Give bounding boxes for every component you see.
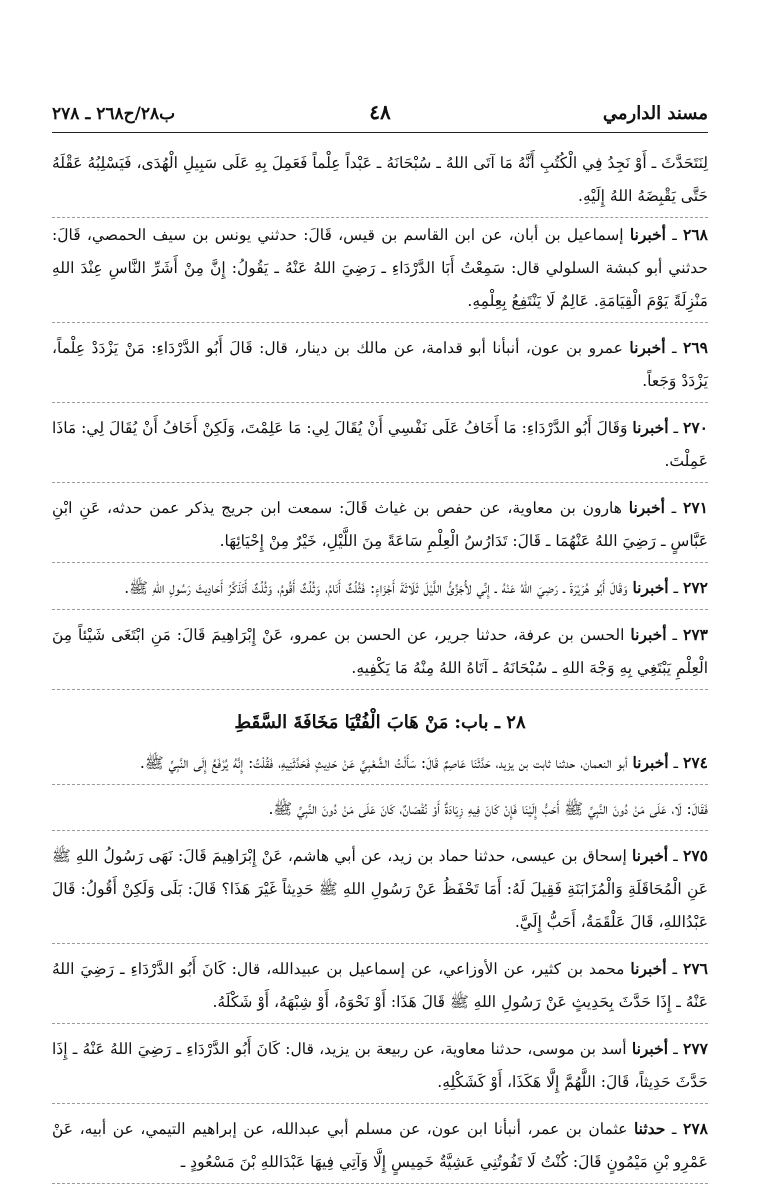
hadith-number: ٢٧٧ — [683, 1039, 709, 1058]
hadith-text: محمد بن كثير، عن الأوزاعي، عن إسماعيل بن عبيدالله، قال: كَانَ أَبُو الدَّرْدَاءِ ـ رَضِيَ اللهُ عَنْهُ ـ إِذَا حَدَّثَ بِحَدِيثٍ عَنْ رَسُولِ اللهِ ﷺ قَالَ هَذَا: أَوْ نَحْوَهُ، أَوْ شِبْهَهُ، أَوْ شَكْلَهُ. — [52, 960, 708, 1011]
hadith-text: أبو النعمان، حدثنا ثابت بن يزيد، حَدَّثَنَا عَاصِمٌ قَالَ: سَأَلْتُ الشَّعْبِيَّ عَنْ حَدِيثٍ فَحَدَّثَنِيهِ، فَقُلْتُ: إِنَّهُ يُرْفَعُ إِلَى النَّبِيِّ ﷺ. — [139, 754, 628, 772]
hadith-entry: ٢٧٨ ـ حدثنا عثمان بن عمر، أنبأنا ابن عون، عن مسلم أبي عبدالله، عن إبراهيم التيمي، عن أبيه، عَنْ عَمْرِو بْنِ مَيْمُونٍ قَالَ: كُنْتُ لَا تَفُوتُنِي عَشِيَّةُ خَمِيسٍ إِلَّا وَآتِي فِيهَا عَبْدَاللهِ بْنَ مَسْعُودٍ ـ — [52, 1112, 708, 1184]
page-number: ٤٨ — [369, 100, 391, 124]
opening-continuation: لِنَتَحَدَّثَ ـ أَوْ نَجِدُ فِي الْكُتُبِ أَنَّهُ مَا آتَى اللهُ ـ سُبْحَانَهُ ـ عَبْداً عِلْماً فَعَمِلَ بِهِ عَلَى سَبِيلِ الْهُدَى، فَيَسْلِبُهُ عَقْلَهُ حَتَّى يَقْبِضَهُ اللهُ إِلَيْهِ. — [52, 147, 708, 218]
hadith-number: ٢٧٣ — [683, 625, 708, 644]
hadith-number: ٢٦٨ — [683, 225, 708, 244]
hadith-intro: أخبرنا — [632, 753, 669, 772]
hadith-number: ٢٧٢ — [683, 578, 708, 597]
chapter-label: ٢٨ ـ باب: — [454, 712, 526, 733]
hadith-number: ٢٧٦ — [683, 959, 708, 978]
hadith-text: وَقَالَ أَبُو الدَّرْدَاءِ: مَا أَخَافُ عَلَى نَفْسِي أَنْ يُقَالَ لِي: مَا عَلِمْتَ، وَلَكِنْ أَخَافُ أَنْ يُقَالَ لِي: مَاذَا عَمِلْتَ. — [52, 419, 708, 470]
hadith-entry: ٢٦٨ ـ أخبرنا إسماعيل بن أبان، عن ابن القاسم بن قيس، قَالَ: حدثني يونس بن سيف الحمصي، قَالَ: حدثني أبو كبشة السلولي قال: سَمِعْتُ أَبَا الدَّرْدَاءِ ـ رَضِيَ اللهُ عَنْهُ ـ يَقُولُ: إِنَّ مِنْ أَشَرِّ النَّاسِ عِنْدَ اللهِ مَنْزِلَةً يَوْمَ الْقِيَامَةِ. عَالِمٌ لَا يَنْتَفِعُ بِعِلْمِهِ. — [52, 218, 708, 323]
hadith-entry: ٢٧٢ ـ أخبرنا وَقَالَ أَبُو هُرَيْرَةَ ـ رَضِيَ اللهُ عَنْهُ ـ إِنِّي لأُجَزِّئُ اللَّيْلَ ثَلَاثَةَ أَجْزَاءٍ: فَثُلُثٌ أَنَامُ، وَثُلُثٌ أَقُومُ، وَثُلُثٌ أَتَذَكَّرُ أَحَادِيثَ رَسُولِ اللهِ ﷺ. — [52, 571, 708, 610]
hadith-entry: ٢٧٤ ـ أخبرنا أبو النعمان، حدثنا ثابت بن يزيد، حَدَّثَنَا عَاصِمٌ قَالَ: سَأَلْتُ الشَّعْبِيَّ عَنْ حَدِيثٍ فَحَدَّثَنِيهِ، فَقُلْتُ: إِنَّهُ يُرْفَعُ إِلَى النَّبِيِّ ﷺ. — [52, 746, 708, 785]
hadith-intro: أخبرنا — [631, 846, 669, 865]
hadith-entry: ٢٧٣ ـ أخبرنا الحسن بن عرفة، حدثنا جرير، عن الحسن بن عمرو، عَنْ إِبْرَاهِيمَ قَالَ: مَنِ ابْتَغَى شَيْئاً مِنَ الْعِلْمِ يَبْتَغِي بِهِ وَجْهَ اللهِ ـ سُبْحَانَهُ ـ آتَاهُ اللهُ مِنْهُ مَا يَكْفِيهِ. — [52, 618, 708, 690]
hadith-intro: أخبرنا — [628, 498, 665, 517]
hadith-text: الحسن بن عرفة، حدثنا جرير، عن الحسن بن عمرو، عَنْ إِبْرَاهِيمَ قَالَ: مَنِ ابْتَغَى شَيْئاً مِنَ الْعِلْمِ يَبْتَغِي بِهِ وَجْهَ اللهِ ـ سُبْحَانَهُ ـ آتَاهُ اللهُ مِنْهُ مَا يَكْفِيهِ. — [52, 626, 708, 677]
hadith-intro: أخبرنا — [629, 225, 666, 244]
hadith-number: ٢٧٨ — [683, 1119, 708, 1138]
hadith-intro: أخبرنا — [632, 578, 669, 597]
book-title: مسند الدارمي — [602, 103, 708, 124]
hadith-intro: أخبرنا — [630, 959, 667, 978]
hadith-number: ٢٧١ — [683, 498, 708, 517]
hadith-text: إسحاق بن عيسى، حدثنا حماد بن زيد، عن أبي هاشم، عَنْ إِبْرَاهِيمَ قَالَ: نَهَى رَسُولُ اللهِ ﷺ عَنِ الْمُحَاقَلَةِ وَالْمُزَابَنَةِ فَقِيلَ لَهُ: أَمَا تَحْفَظُ عَنْ رَسُولِ اللهِ ﷺ حَدِيثاً غَيْرَ هَذَا؟ قَالَ: بَلَى وَلَكِنْ أَقُولُ: قَالَ عَبْدُاللهِ، قَالَ عَلْقَمَةُ، أَحَبُّ إِلَيَّ. — [52, 847, 708, 931]
entries-after-chapter — [52, 746, 708, 1184]
hadith-entry: ٢٧١ ـ أخبرنا هارون بن معاوية، عن حفص بن غياث قَالَ: سمعت ابن جريج يذكر عمن حدثه، عَنِ ابْنِ عَبَّاسٍ ـ رَضِيَ اللهُ عَنْهُمَا ـ قَالَ: تَدَارُسُ الْعِلْمِ سَاعَةً مِنَ اللَّيْلِ، خَيْرٌ مِنْ إِحْيَائِهَا. — [52, 491, 708, 563]
entries-before-chapter — [52, 218, 708, 690]
hadith-text: عثمان بن عمر، أنبأنا ابن عون، عن مسلم أبي عبدالله، عن إبراهيم التيمي، عن أبيه، عَنْ عَمْرِو بْنِ مَيْمُونٍ قَالَ: كُنْتُ لَا تَفُوتُنِي عَشِيَّةُ خَمِيسٍ إِلَّا وَآتِي فِيهَا عَبْدَاللهِ بْنَ مَسْعُودٍ ـ — [52, 1120, 708, 1171]
hadith-intro: أخبرنا — [631, 1039, 668, 1058]
hadith-range: ب٢٨/ح٢٦٨ ـ ٢٧٨ — [52, 104, 176, 124]
hadith-entry: ٢٧٥ ـ أخبرنا إسحاق بن عيسى، حدثنا حماد بن زيد، عن أبي هاشم، عَنْ إِبْرَاهِيمَ قَالَ: نَهَى رَسُولُ اللهِ ﷺ عَنِ الْمُحَاقَلَةِ وَالْمُزَابَنَةِ فَقِيلَ لَهُ: أَمَا تَحْفَظُ عَنْ رَسُولِ اللهِ ﷺ حَدِيثاً غَيْرَ هَذَا؟ قَالَ: بَلَى وَلَكِنْ أَقُولُ: قَالَ عَبْدُاللهِ، قَالَ عَلْقَمَةُ، أَحَبُّ إِلَيَّ. — [52, 839, 708, 944]
chapter-title: مَنْ هَابَ الْفُتْيَا مَخَافَةَ السَّقَطِ — [234, 712, 449, 733]
hadith-text: عمرو بن عون، أنبأنا أبو قدامة، عن مالك بن دينار، قال: قَالَ أَبُو الدَّرْدَاءِ: مَنْ يَزْدَدْ عِلْماً، يَزْدَدْ وَجَعاً. — [52, 339, 708, 390]
hadith-text: إسماعيل بن أبان، عن ابن القاسم بن قيس، قَالَ: حدثني يونس بن سيف الحمصي، قَالَ: حدثني أبو كبشة السلولي قال: سَمِعْتُ أَبَا الدَّرْدَاءِ ـ رَضِيَ اللهُ عَنْهُ ـ يَقُولُ: إِنَّ مِنْ أَشَرِّ النَّاسِ عِنْدَ اللهِ مَنْزِلَةً يَوْمَ الْقِيَامَةِ. عَالِمٌ لَا يَنْتَفِعُ بِعِلْمِهِ. — [52, 226, 708, 310]
hadith-intro: أخبرنا — [632, 418, 669, 437]
chapter-heading — [52, 708, 708, 738]
hadith-intro: أخبرنا — [630, 625, 667, 644]
hadith-entry: ٢٧٧ ـ أخبرنا أسد بن موسى، حدثنا معاوية، عن ربيعة بن يزيد، قال: كَانَ أَبُو الدَّرْدَاءِ ـ رَضِيَ اللهُ عَنْهُ ـ إِذَا حَدَّثَ حَدِيثاً، قَالَ: اللَّهُمَّ إِلَّا هَكَذَا، أَوْ كَشَكْلِهِ. — [52, 1032, 708, 1104]
page-header — [52, 84, 708, 133]
hadith-text: فَقَالَ: لَا، عَلَى مَنْ دُونَ النَّبِيِّ ﷺ أَحَبُّ إِلَيْنَا فَإِنْ كَانَ فِيهِ زِيَادَةٌ أَوْ نُقْصَانٌ، كَانَ عَلَى مَنْ دُونَ النَّبِيِّ ﷺ. — [268, 800, 708, 818]
hadith-entry: ٢٧٦ ـ أخبرنا محمد بن كثير، عن الأوزاعي، عن إسماعيل بن عبيدالله، قال: كَانَ أَبُو الدَّرْدَاءِ ـ رَضِيَ اللهُ عَنْهُ ـ إِذَا حَدَّثَ بِحَدِيثٍ عَنْ رَسُولِ اللهِ ﷺ قَالَ هَذَا: أَوْ نَحْوَهُ، أَوْ شِبْهَهُ، أَوْ شَكْلَهُ. — [52, 952, 708, 1024]
hadith-number: ٢٧٥ — [683, 846, 708, 865]
hadith-number: ٢٦٩ — [683, 338, 708, 357]
hadith-text: وَقَالَ أَبُو هُرَيْرَةَ ـ رَضِيَ اللهُ عَنْهُ ـ إِنِّي لأُجَزِّئُ اللَّيْلَ ثَلَاثَةَ أَجْزَاءٍ: فَثُلُثٌ أَنَامُ، وَثُلُثٌ أَقُومُ، وَثُلُثٌ أَتَذَكَّرُ أَحَادِيثَ رَسُولِ اللهِ ﷺ. — [124, 579, 628, 597]
hadith-text: هارون بن معاوية، عن حفص بن غياث قَالَ: سمعت ابن جريج يذكر عمن حدثه، عَنِ ابْنِ عَبَّاسٍ ـ رَضِيَ اللهُ عَنْهُمَا ـ قَالَ: تَدَارُسُ الْعِلْمِ سَاعَةً مِنَ اللَّيْلِ، خَيْرٌ مِنْ إِحْيَائِهَا. — [52, 499, 708, 550]
hadith-number: ٢٧٠ — [683, 418, 708, 437]
hadith-intro: حدثنا — [633, 1119, 666, 1138]
hadith-entry: ٢٦٩ ـ أخبرنا عمرو بن عون، أنبأنا أبو قدامة، عن مالك بن دينار، قال: قَالَ أَبُو الدَّرْدَاءِ: مَنْ يَزْدَدْ عِلْماً، يَزْدَدْ وَجَعاً. — [52, 331, 708, 403]
hadith-number: ٢٧٤ — [683, 753, 708, 772]
hadith-intro: أخبرنا — [629, 338, 666, 357]
hadith-entry — [52, 793, 708, 831]
hadith-text: أسد بن موسى، حدثنا معاوية، عن ربيعة بن يزيد، قال: كَانَ أَبُو الدَّرْدَاءِ ـ رَضِيَ اللهُ عَنْهُ ـ إِذَا حَدَّثَ حَدِيثاً، قَالَ: اللَّهُمَّ إِلَّا هَكَذَا، أَوْ كَشَكْلِهِ. — [52, 1040, 708, 1091]
hadith-entry: ٢٧٠ ـ أخبرنا وَقَالَ أَبُو الدَّرْدَاءِ: مَا أَخَافُ عَلَى نَفْسِي أَنْ يُقَالَ لِي: مَا عَلِمْتَ، وَلَكِنْ أَخَافُ أَنْ يُقَالَ لِي: مَاذَا عَمِلْتَ. — [52, 411, 708, 483]
